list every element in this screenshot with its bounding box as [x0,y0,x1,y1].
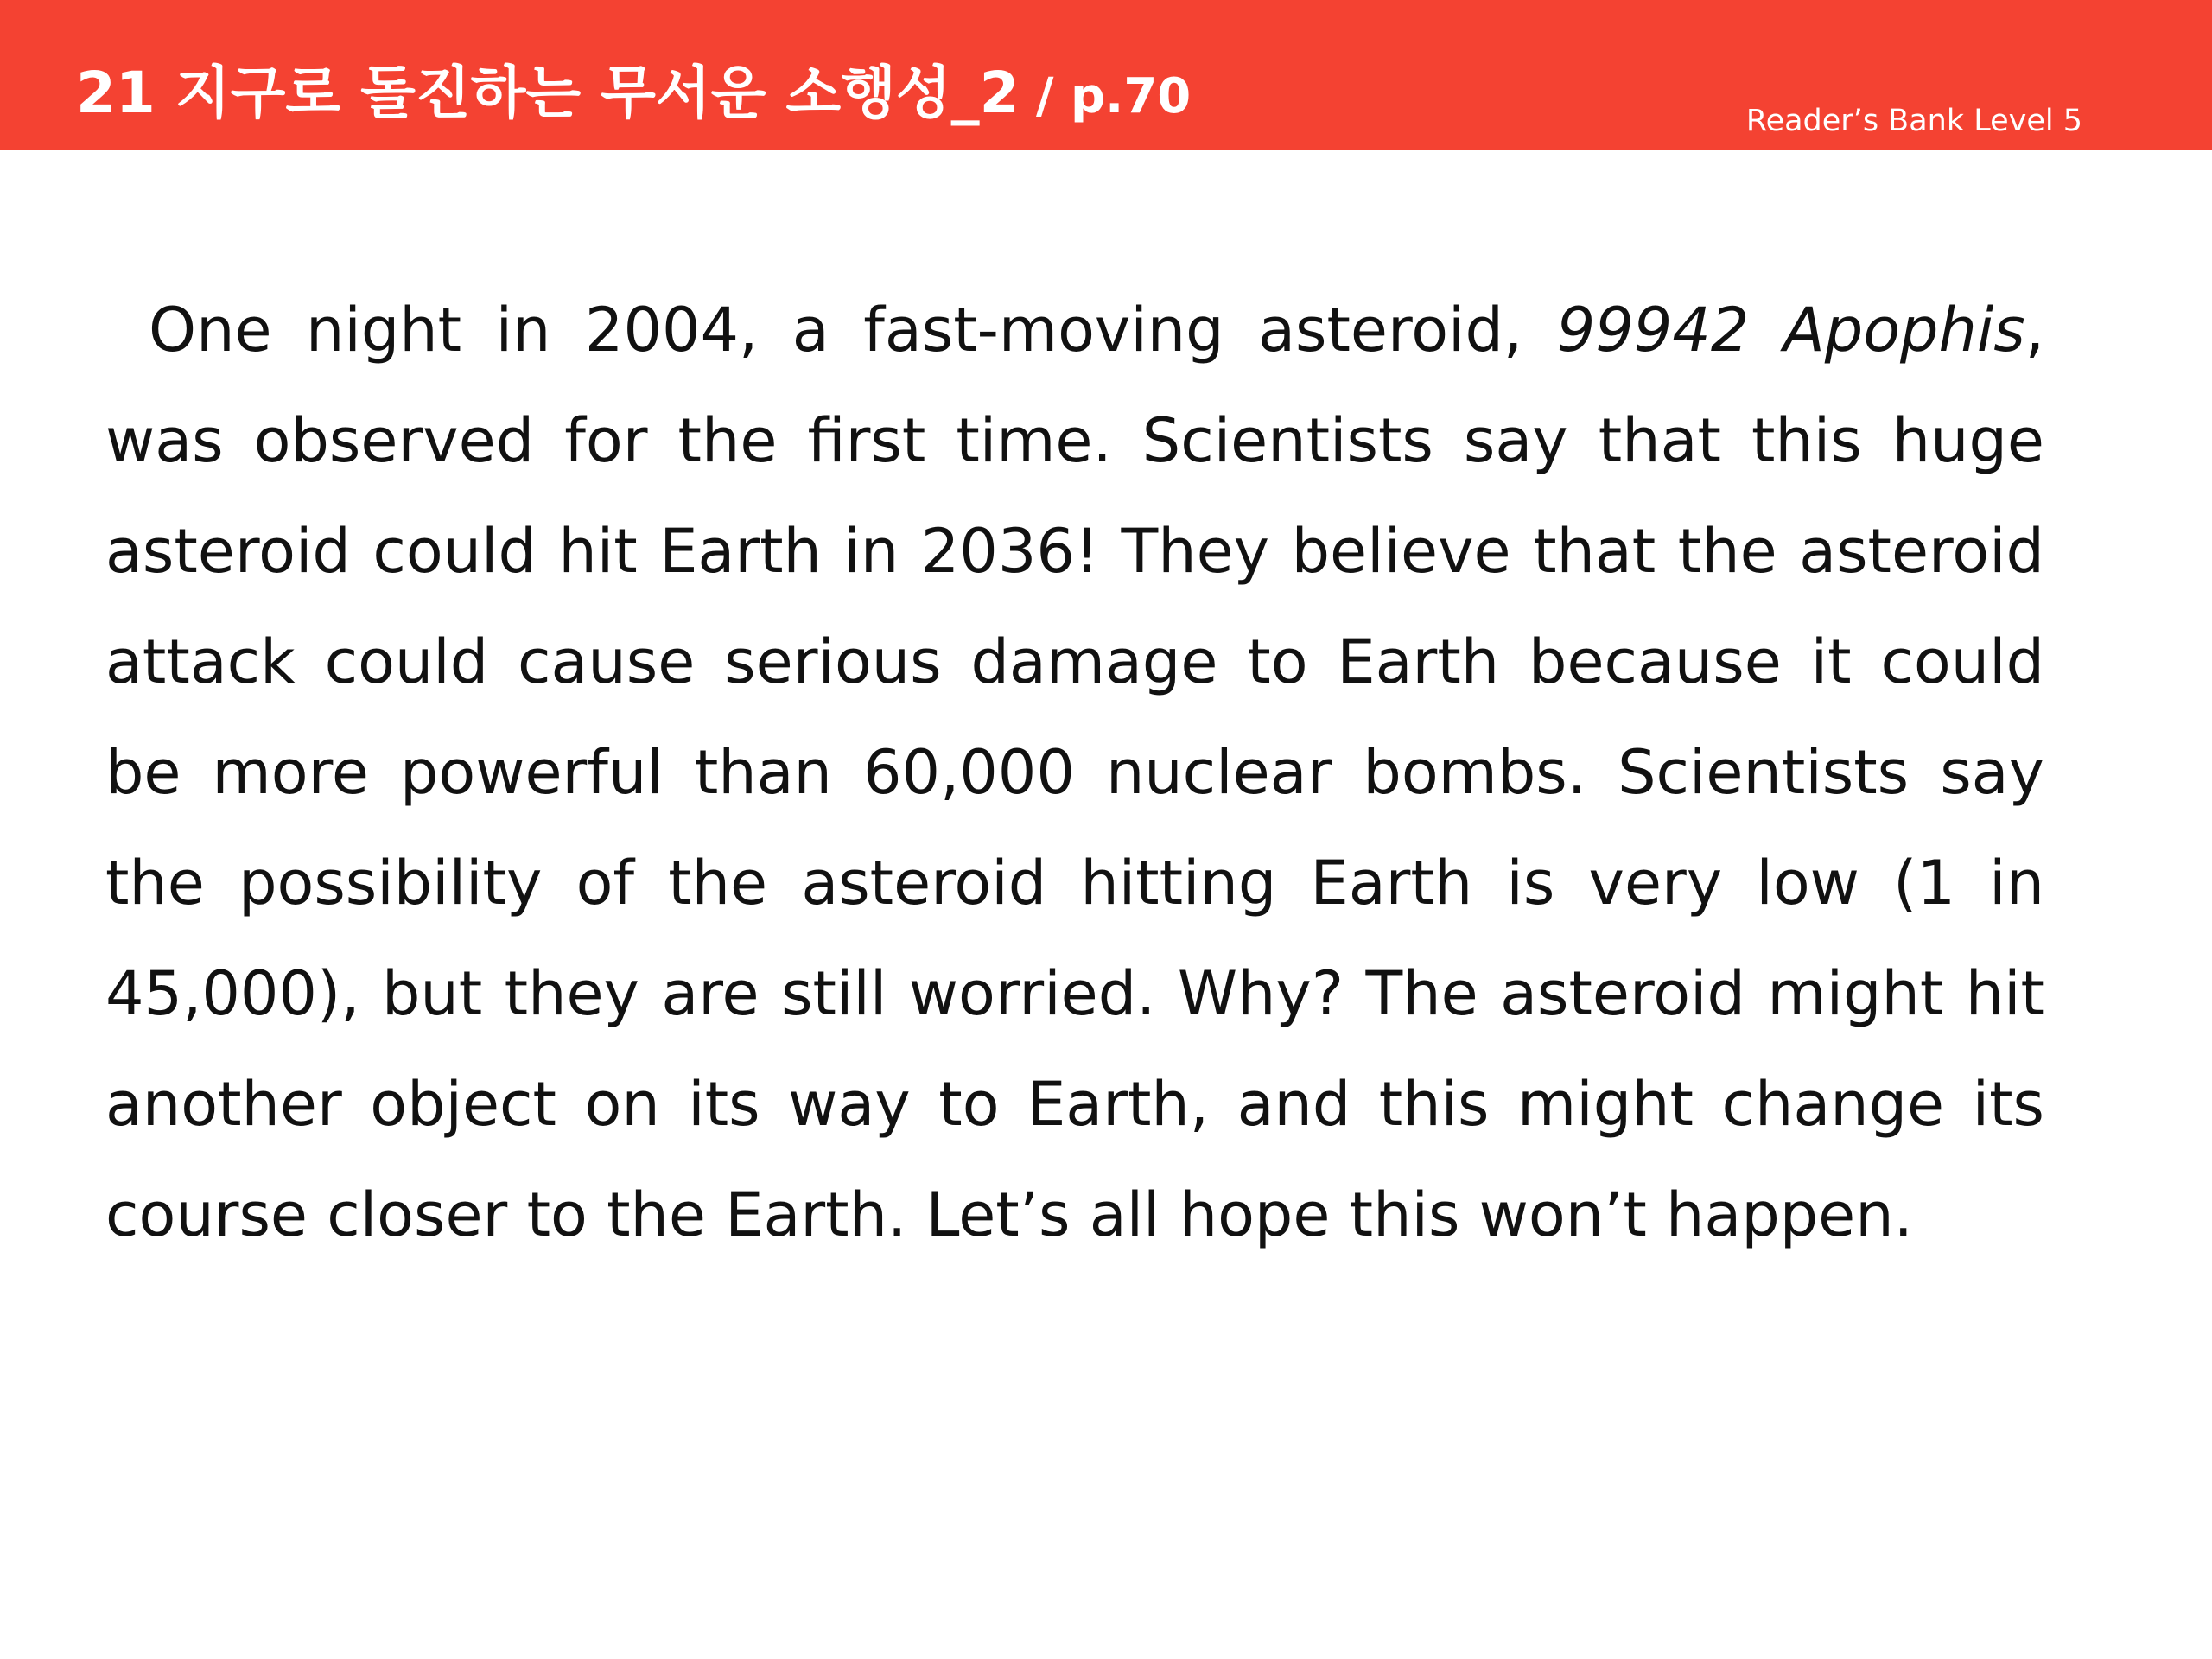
passage-paragraph [105,275,2044,1270]
header-bar [0,0,2212,150]
lesson-title-text: 21 지구로 돌진하는 무서운 소행성_2 [76,60,1020,126]
book-series-label: Reader’s Bank Level 5 [1745,104,2082,138]
passage-lead: One night in 2004, a fast-moving asteroid, [149,295,1557,365]
page-reference: / p.70 [1019,68,1192,124]
reading-passage [105,275,2044,1270]
passage-body: , was observed for the first time. Scientists say that this huge asteroid could hit Earth in 2036! They believe that the asteroid attack could cause serious damage to Earth because it could be more powerful than 60,000 nuclear bombs. Scientists say the possibility of the asteroid hitting Earth is very low (1 in 45,000), but they are still worried. Why? The asteroid might hit another object on its way to Earth, and this might change its course closer to the Earth. Let’s all hope this won’t happen. [105,295,2044,1250]
lesson-title [76,59,1191,131]
asteroid-name: 99942 Apophis [1556,295,2025,365]
